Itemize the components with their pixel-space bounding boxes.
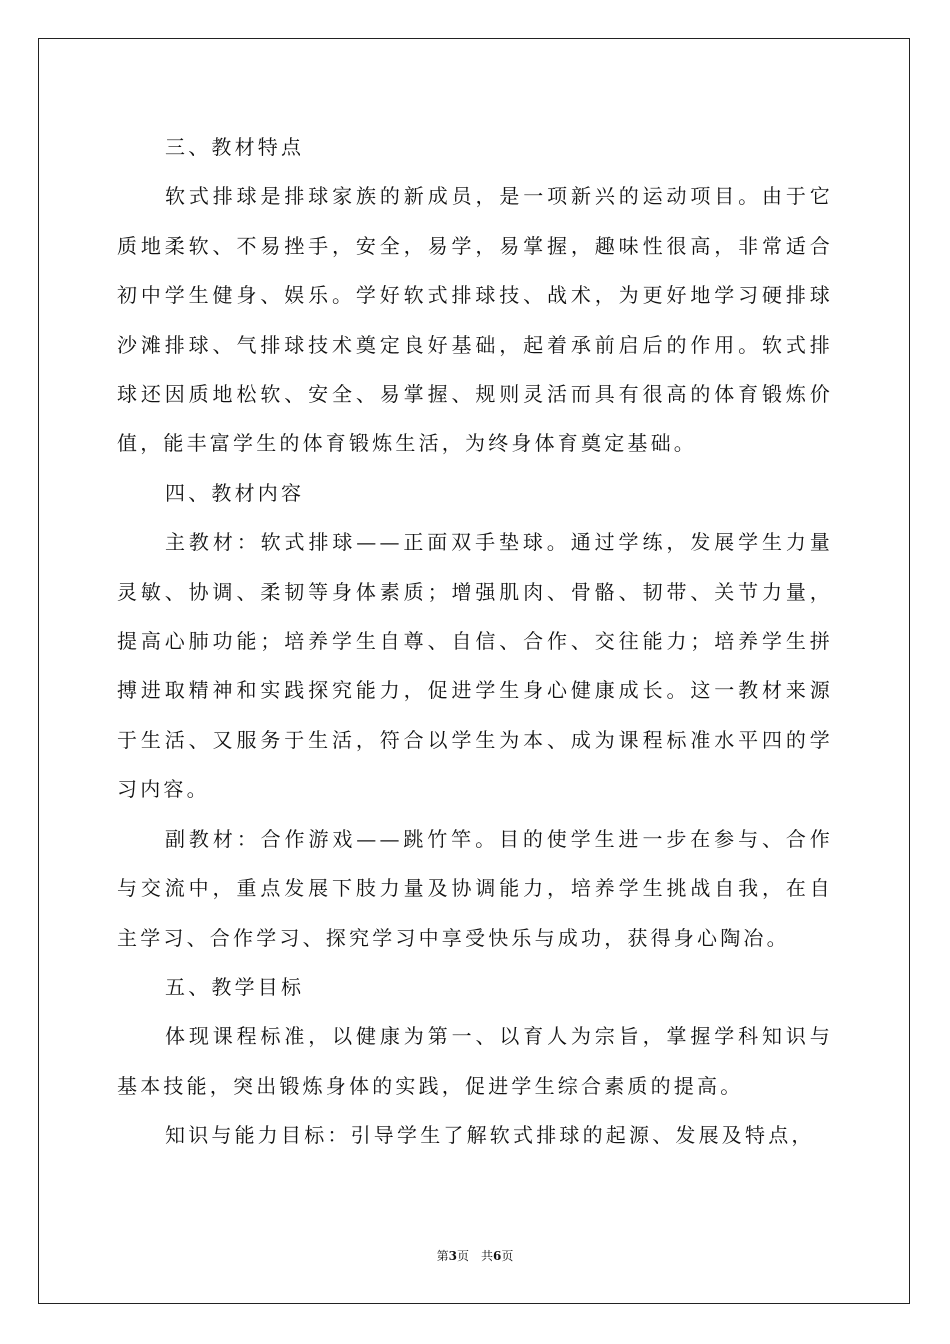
- page-current: 3: [448, 1249, 457, 1263]
- paragraph-main-material: 主教材：软式排球——正面双手垫球。通过学练，发展学生力量灵敏、协调、柔韧等身体素质；增强肌肉、骨骼、韧带、关节力量，提高心肺功能；培养学生自尊、自信、合作、交往能力；培养学生拼搏进取精神和实践探究能力，促进学生身心健康成长。这一教材来源于生活、又服务于生活，符合以学生为本、成为课程标准水平四的学习内容。: [117, 530, 833, 802]
- section-heading-3: 三、教材特点: [165, 135, 305, 159]
- page-total: 6: [493, 1249, 502, 1263]
- paragraph-knowledge-goals: 知识与能力目标：引导学生了解软式排球的起源、发展及特点，: [165, 1123, 815, 1148]
- page-mid: 页 共: [456, 1249, 493, 1263]
- document-body: [117, 123, 833, 1161]
- paragraph-secondary-material: 副教材：合作游戏——跳竹竿。目的使学生进一步在参与、合作与交流中，重点发展下肢力量及协调能力，培养学生挑战自我，在自主学习、合作学习、探究学习中享受快乐与成功，获得身心陶冶。: [117, 826, 833, 950]
- section-heading-4: 四、教材内容: [165, 480, 305, 505]
- paragraph-teaching-goals: 体现课程标准，以健康为第一、以育人为宗旨，掌握学科知识与基本技能，突出锻炼身体的实践，促进学生综合素质的提高。: [117, 1024, 833, 1098]
- page-number-footer: [0, 1247, 950, 1264]
- section-heading-5: 五、教学目标: [165, 974, 305, 999]
- page-suffix: 页: [501, 1249, 514, 1263]
- paragraph-material-features: 软式排球是排球家族的新成员，是一项新兴的运动项目。由于它质地柔软、不易挫手，安全，易学，易掌握，趣味性很高，非常适合初中学生健身、娱乐。学好软式排球技、战术，为更好地学习硬排球沙滩排球、气排球技术奠定良好基础，起着承前启后的作用。软式排球还因质地松软、安全、易掌握、规则灵活而具有很高的体育锻炼价值，能丰富学生的体育锻炼生活，为终身体育奠定基础。: [117, 184, 833, 456]
- page-prefix: 第: [436, 1249, 449, 1263]
